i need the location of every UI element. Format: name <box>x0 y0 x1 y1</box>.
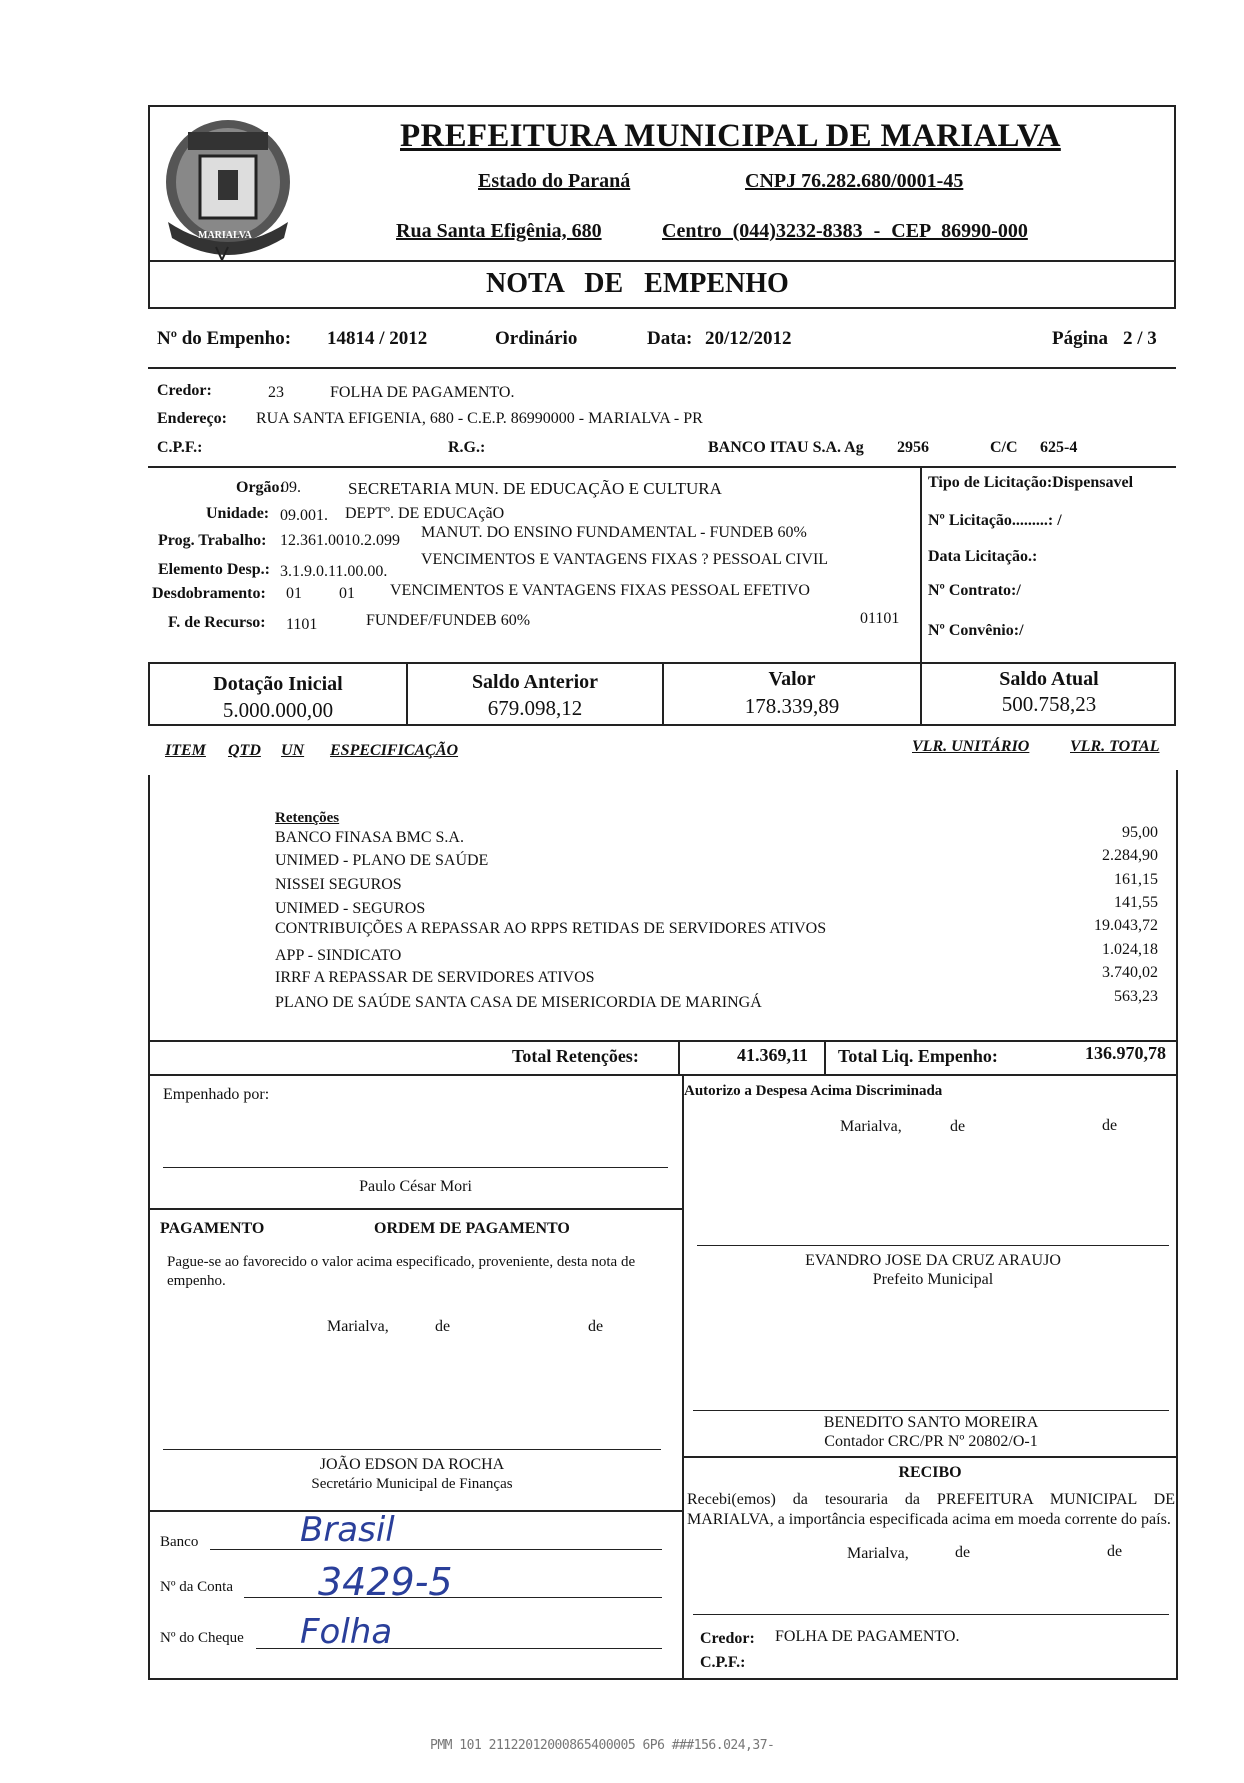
rule-1 <box>148 367 1176 369</box>
convenio-number: Nº Convênio:/ <box>928 622 1024 639</box>
conta-label: Nº da Conta <box>160 1579 233 1595</box>
unidade-name: DEPTº. DE EDUCAçãO <box>345 505 505 522</box>
total-liquido-value: 136.970,78 <box>1085 1043 1166 1063</box>
cc-number: 625-4 <box>1040 439 1078 456</box>
retencao-desc: NISSEI SEGUROS <box>275 876 402 893</box>
bank-name: BANCO ITAU S.A. Ag <box>708 439 864 456</box>
desdobramento-a: 01 <box>286 585 302 602</box>
retencao-desc: PLANO DE SAÚDE SANTA CASA DE MISERICORDIA DE MARINGÁ <box>275 994 762 1011</box>
orgao-code: 09. <box>281 479 301 496</box>
retencao-value: 2.284,90 <box>1102 847 1158 864</box>
credor-label: Credor: <box>157 382 212 399</box>
retencao-value: 3.740,02 <box>1102 964 1158 981</box>
pagamento-label: PAGAMENTO <box>160 1220 265 1237</box>
recibo-credor-name: FOLHA DE PAGAMENTO. <box>775 1628 960 1645</box>
prog-name: MANUT. DO ENSINO FUNDAMENTAL - FUNDEB 60% <box>421 524 807 541</box>
contador-title: Contador CRC/PR Nº 20802/O-1 <box>824 1433 1038 1450</box>
credor-name: FOLHA DE PAGAMENTO. <box>330 384 515 401</box>
saldo-anterior-label: Saldo Anterior <box>471 671 599 693</box>
contrato-number: Nº Contrato:/ <box>928 582 1021 599</box>
desdobramento-label: Desdobramento: <box>152 585 266 602</box>
banco-label: Banco <box>160 1534 199 1550</box>
ret-div-2 <box>824 1040 826 1076</box>
col-qtd: QTD <box>228 742 261 759</box>
col-item: ITEM <box>165 742 206 759</box>
retencoes-bottom-rule <box>148 1074 1176 1076</box>
retencao-desc: CONTRIBUIÇÕES A REPASSAR AO RPPS RETIDAS DE SERVIDORES ATIVOS <box>275 920 827 937</box>
crest-icon <box>158 112 298 262</box>
retencoes-top-rule <box>148 1040 1176 1042</box>
elemento-label: Elemento Desp.: <box>158 561 270 578</box>
pagamento-de-2: de <box>588 1318 604 1335</box>
municipality-title: PREFEITURA MUNICIPAL DE MARIALVA <box>400 118 1061 154</box>
endereco-label: Endereço: <box>157 410 227 427</box>
prefeito-title: Prefeito Municipal <box>872 1271 994 1288</box>
licitacao-number: Nº Licitação.........: / <box>928 512 1062 529</box>
empenho-number-label: Nº do Empenho: <box>157 328 292 349</box>
pagamento-rule <box>148 1208 682 1210</box>
retencao-desc: UNIMED - PLANO DE SAÚDE <box>275 852 489 869</box>
rg-label: R.G.: <box>448 439 486 456</box>
cheque-handwriting: Folha <box>300 1612 393 1652</box>
pagamento-de-1: de <box>435 1318 451 1335</box>
rule-2 <box>148 466 1176 468</box>
page-label: Página <box>1052 328 1108 349</box>
retencao-value: 141,55 <box>1114 894 1158 911</box>
recibo-de-2: de <box>1107 1543 1123 1560</box>
bank-agency: 2956 <box>897 439 929 456</box>
items-left-border <box>148 775 150 1680</box>
empenho-date: 20/12/2012 <box>705 328 792 349</box>
empenho-number: 14814 / 2012 <box>327 328 428 349</box>
retencao-value: 19.043,72 <box>1094 917 1158 934</box>
document-title: NOTA DE EMPENHO <box>486 268 789 299</box>
empenhado-label: Empenhado por: <box>163 1086 270 1103</box>
unidade-code: 09.001. <box>280 507 328 524</box>
saldo-atual-label: Saldo Atual <box>999 668 1099 690</box>
valor-label: Valor <box>768 668 816 690</box>
col-un: UN <box>281 742 305 759</box>
elemento-code: 3.1.9.0.11.00.00. <box>280 563 388 580</box>
ret-div-1 <box>678 1040 680 1076</box>
recibo-marialva: Marialva, <box>847 1545 909 1562</box>
recibo-sign-line <box>693 1614 1169 1615</box>
cnpj: CNPJ 76.282.680/0001-45 <box>745 170 964 192</box>
saldo-atual-value: 500.758,23 <box>1001 692 1097 716</box>
valor-value: 178.339,89 <box>744 694 840 718</box>
desdobramento-name: VENCIMENTOS E VANTAGENS FIXAS PESSOAL EFETIVO <box>390 582 810 599</box>
recibo-text: Recebi(emos) da tesouraria da PREFEITURA MUNICIPAL DE MARIALVA, a importância especificada acima em moeda corrente do país. <box>687 1491 1175 1528</box>
empenhado-name: Paulo César Mori <box>359 1178 472 1195</box>
dotacao-label: Dotação Inicial <box>213 673 343 695</box>
empenho-type: Ordinário <box>495 328 578 349</box>
cc-label: C/C <box>990 439 1018 456</box>
lower-bottom-rule <box>148 1678 1178 1680</box>
banco-line <box>210 1549 662 1550</box>
prefeito-sign-line <box>697 1245 1169 1246</box>
total-retencoes-label: Total Retenções: <box>512 1046 639 1066</box>
state-name: Estado do Paraná <box>478 170 631 192</box>
contador-name: BENEDITO SANTO MOREIRA <box>823 1414 1039 1431</box>
banco-rule <box>148 1510 682 1512</box>
footer-code: PMM 101 21122012000865400005 6P6 ###156.024,37- <box>430 1738 775 1753</box>
licitacao-date: Data Licitação.: <box>928 548 1038 565</box>
col-vlr-unitario: VLR. UNITÁRIO <box>912 738 1030 755</box>
retencoes-title: Retenções <box>275 810 340 826</box>
page-number: 2 / 3 <box>1123 328 1157 349</box>
prog-code: 12.361.0010.2.099 <box>280 532 400 549</box>
secretario-name: JOÃO EDSON DA ROCHA <box>319 1456 505 1473</box>
pagamento-marialva: Marialva, <box>327 1318 389 1335</box>
col-especificacao: ESPECIFICAÇÃO <box>330 742 459 759</box>
district-phone-cep: Centro (044)3232-8383 - CEP 86990-000 <box>662 220 1028 242</box>
conta-line <box>244 1597 662 1598</box>
retencao-value: 161,15 <box>1114 871 1158 888</box>
total-retencoes-value: 41.369,11 <box>736 1045 808 1065</box>
total-liquido-label: Total Liq. Empenho: <box>838 1046 998 1066</box>
items-right-border <box>1176 770 1178 1680</box>
credor-code: 23 <box>268 384 284 401</box>
endereco: RUA SANTA EFIGENIA, 680 - C.E.P. 86990000 - MARIALVA - PR <box>256 410 703 427</box>
empenhado-sign-line <box>163 1167 668 1168</box>
retencao-desc: UNIMED - SEGUROS <box>275 900 426 917</box>
licitacao-divider <box>920 466 922 662</box>
recurso-label: F. de Recurso: <box>168 614 266 631</box>
licitacao-type: Tipo de Licitação:Dispensavel <box>928 474 1134 491</box>
recibo-cpf-label: C.P.F.: <box>700 1654 746 1671</box>
lower-center-divider <box>682 1074 684 1680</box>
street-address: Rua Santa Efigênia, 680 <box>396 220 602 242</box>
crest-text: MARIALVA <box>198 230 252 241</box>
autorizo-marialva: Marialva, <box>840 1118 902 1135</box>
prefeito-name: EVANDRO JOSE DA CRUZ ARAUJO <box>805 1252 1061 1269</box>
desdobramento-b: 01 <box>339 585 355 602</box>
retencao-value: 95,00 <box>1122 824 1158 841</box>
retencao-desc: BANCO FINASA BMC S.A. <box>275 829 464 846</box>
retencao-desc: APP - SINDICATO <box>275 947 402 964</box>
recibo-rule <box>682 1456 1178 1458</box>
recibo-de-1: de <box>955 1544 971 1561</box>
conta-handwriting: 3429-5 <box>318 1560 453 1604</box>
retencao-value: 1.024,18 <box>1102 941 1158 958</box>
recurso-ref: 01101 <box>860 610 900 627</box>
recibo-credor-label: Credor: <box>700 1630 755 1647</box>
ordem-pagamento-label: ORDEM DE PAGAMENTO <box>374 1220 570 1237</box>
col-vlr-total: VLR. TOTAL <box>1070 738 1160 755</box>
autorizo-de-1: de <box>950 1118 966 1135</box>
unidade-label: Unidade: <box>206 505 270 522</box>
secretario-sign-line <box>163 1449 661 1450</box>
dotacao-value: 5.000.000,00 <box>222 698 334 722</box>
autorizo-de-2: de <box>1102 1117 1118 1134</box>
header-divider <box>148 260 1176 262</box>
cheque-label: Nº do Cheque <box>160 1630 244 1646</box>
retencao-value: 563,23 <box>1114 988 1158 1005</box>
orgao-name: SECRETARIA MUN. DE EDUCAÇÃO E CULTURA <box>348 479 722 498</box>
recurso-code: 1101 <box>286 616 318 633</box>
empenho-date-label: Data: <box>647 328 693 349</box>
orgao-label: Orgão: <box>236 479 285 496</box>
contador-sign-line <box>693 1410 1169 1411</box>
recurso-name: FUNDEF/FUNDEB 60% <box>366 612 531 629</box>
retencao-desc: IRRF A REPASSAR DE SERVIDORES ATIVOS <box>275 969 595 986</box>
recibo-title: RECIBO <box>898 1464 962 1481</box>
saldo-anterior-value: 679.098,12 <box>487 696 583 720</box>
cpf-label: C.P.F.: <box>157 439 203 456</box>
banco-handwriting: Brasil <box>300 1510 395 1550</box>
secretario-title: Secretário Municipal de Finanças <box>311 1476 513 1492</box>
autorizo-label: Autorizo a Despesa Acima Discriminada <box>684 1083 943 1099</box>
pague-text: Pague-se ao favorecido o valor acima especificado, proveniente, desta nota de empenho. <box>167 1254 636 1289</box>
elemento-name: VENCIMENTOS E VANTAGENS FIXAS ? PESSOAL CIVIL <box>421 551 829 568</box>
prog-label: Prog. Trabalho: <box>158 532 267 549</box>
